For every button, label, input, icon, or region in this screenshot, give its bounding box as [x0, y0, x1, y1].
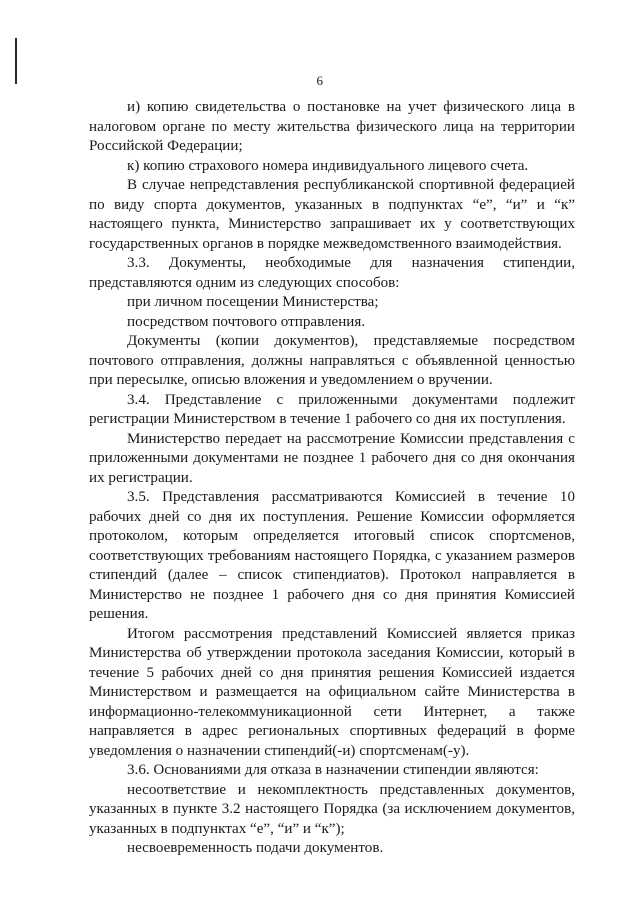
page-number: 6 [316, 73, 324, 88]
paragraph-item-i: и) копию свидетельства о постановке на учет физического лица в налоговом органе по месту жительства физического лица на территории Российской Федерации; [89, 99, 575, 154]
paragraph-result-order: Итогом рассмотрения представлений Комиссией является приказ Министерства об утверждении протокола заседания Комиссии, который в течение 5 рабочих дней со дня принятия решения Комиссией издается Министерством и размещается на официальном сайте Министерства в информационно-телекоммуникационной сети Интернет, а также направляется в адрес региональных спортивных федераций в форме уведомления о назначении стипендий(-и) спортсменам(-у). [89, 625, 575, 759]
paragraph-ministry-transfer: Министерство передает на рассмотрение Комиссии представления с приложенными документами не позднее 1 рабочего дня со дня окончания их регистрации. [89, 430, 575, 486]
paragraph-3-6: 3.6. Основаниями для отказа в назначении стипендии являются: [127, 762, 539, 778]
paragraph-missing-documents: В случае непредставления республиканской спортивной федерацией по виду спорта документов, указанных в подпунктах “е”, “и” и “к” настоящего пункта, Министерство запрашивает их у соответствующих государственных органов в порядке межведомственного взаимодействия. [89, 177, 575, 252]
paragraph-method-post: посредством почтового отправления. [127, 313, 366, 330]
paragraph-3-4: 3.4. Представление с приложенными документами подлежит регистрации Министерством в течение 1 рабочего со дня их поступления. [89, 391, 575, 427]
paragraph-postal-documents: Документы (копии документов), представляемые посредством почтового отправления, должны направляться с объявленной ценностью при пересылке, описью вложения и уведомлением о вручении. [89, 333, 575, 388]
paragraph-method-visit: при личном посещении Министерства; [127, 294, 379, 310]
document-body [89, 98, 575, 859]
paragraph-3-3: 3.3. Документы, необходимые для назначения стипендии, представляются одним из следующих способов: [89, 255, 575, 291]
paragraph-refusal-reason-1: несоответствие и некомплектность представленных документов, указанных в пункте 3.2 настоящего Порядка (за исключением документов, указанных в подпунктах “е”, “и” и “к”); [89, 781, 575, 837]
paragraph-refusal-reason-2: несвоевременность подачи документов. [127, 840, 384, 856]
paragraph-3-5: 3.5. Представления рассматриваются Комиссией в течение 10 рабочих дней со дня их поступления. Решение Комиссии оформляется протоколом, которым определяется итоговый список спортсменов, соответствующих требованиям настоящего Порядка, с указанием размеров стипендий (далее – список стипендиатов). Протокол направляется в Министерство не позднее 1 рабочего дня со дня принятия Комиссией решения. [89, 489, 575, 622]
paragraph-item-k: к) копию страхового номера индивидуального лицевого счета. [127, 157, 529, 174]
